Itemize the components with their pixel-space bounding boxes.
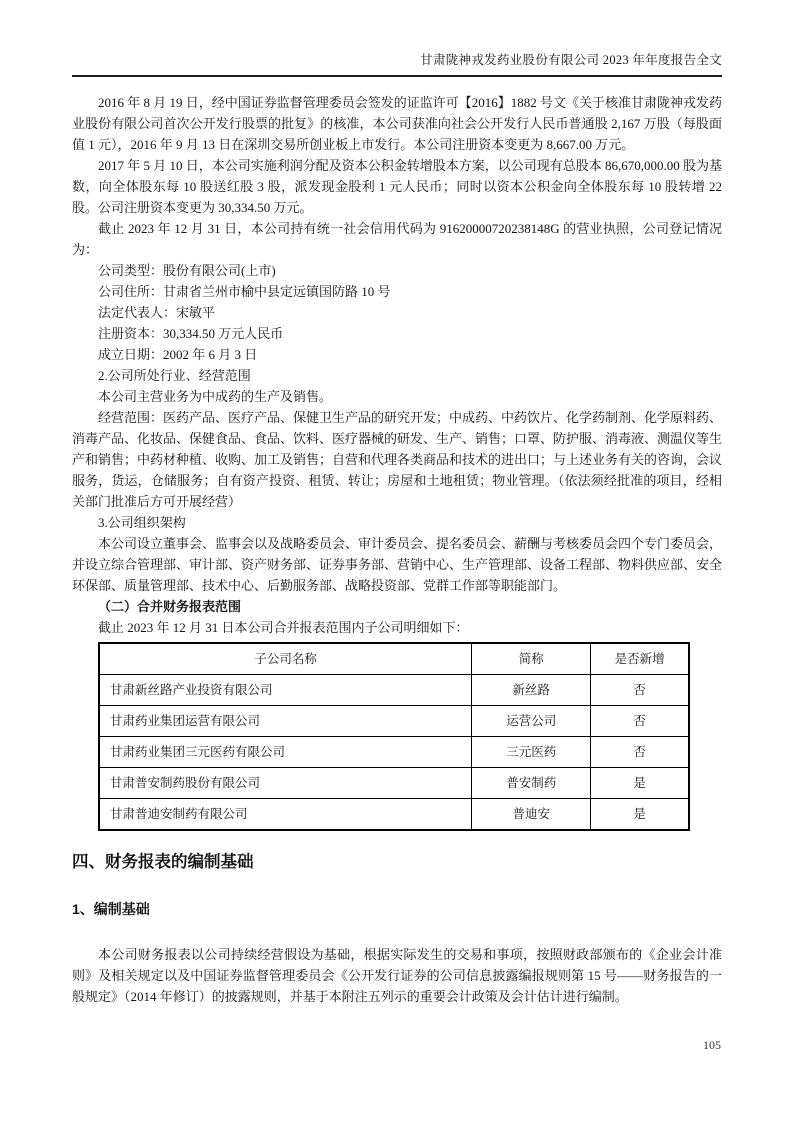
page-header <box>72 50 722 77</box>
org-structure-paragraph: 本公司设立董事会、监事会以及战略委员会、审计委员会、提名委员会、薪酬与考核委员会四个专门委员会，并设立综合管理部、审计部、资产财务部、证券事务部、营销中心、生产管理部、设备工程部、物料供应部、安全环保部、质量管理部、技术中心、后勤服务部、战略投资部、党群工作部等职能部门。 <box>72 536 723 593</box>
column-header-subsidiary-name: 子公司名称 <box>99 643 472 675</box>
is-new-cell: 否 <box>591 737 689 768</box>
registered-capital-line: 注册资本：30,334.50 万元人民币 <box>98 326 284 341</box>
subsidiary-name-cell: 甘肃普安制药股份有限公司 <box>99 768 472 799</box>
document-body <box>72 92 722 1007</box>
is-new-cell: 否 <box>591 706 689 737</box>
subsidiary-name-cell: 甘肃新丝路产业投资有限公司 <box>99 675 472 706</box>
legal-representative-line: 法定代表人：宋敏平 <box>98 305 216 320</box>
preparation-basis-paragraph: 本公司财务报表以公司持续经营假设为基础，根据实际发生的交易和事项，按照财政部颁布的《企业会计准则》及相关规定以及中国证券监督管理委员会《公开发行证券的公司信息披露编报规则第 15 号——财务报告的一般规定》（2014 年修订）的披露规则，并基于本附注五列示的重要会计政策及会计估计进行编制。 <box>72 947 722 1004</box>
company-type-line: 公司类型：股份有限公司(上市) <box>98 263 276 278</box>
table-row <box>99 675 689 706</box>
page-number: 105 <box>703 1038 721 1052</box>
column-header-is-new: 是否新增 <box>591 643 689 675</box>
short-name-cell: 三元医药 <box>472 737 591 768</box>
paragraph-ipo-history: 2016 年 8 月 19 日，经中国证券监督管理委员会签发的证监许可【2016】1882 号文《关于核准甘肃陇神戎发药业股份有限公司首次公开发行股票的批复》的核准，本公司获准向社会公开发行人民币普通股 2,167 万股（每股面值 1 元），2016 年 9 月 13 日在深圳交易所创业板上市发行。本公司注册资本变更为 8,667.00 万元。 <box>72 95 723 152</box>
subsection-one-title: 1、编制基础 <box>72 901 150 917</box>
establish-date-line: 成立日期：2002 年 6 月 3 日 <box>98 347 258 362</box>
column-header-short-name: 简称 <box>472 643 591 675</box>
industry-scope-label: 2.公司所处行业、经营范围 <box>98 368 251 383</box>
short-name-cell: 新丝路 <box>472 675 591 706</box>
subsidiary-name-cell: 甘肃普迪安制药有限公司 <box>99 799 472 831</box>
short-name-cell: 普安制药 <box>472 768 591 799</box>
page-content <box>72 0 722 1007</box>
is-new-cell: 是 <box>591 768 689 799</box>
subsidiaries-table <box>98 642 690 831</box>
is-new-cell: 是 <box>591 799 689 831</box>
paragraph-business-license: 截止 2023 年 12 月 31 日，本公司持有统一社会信用代码为 91620000720238148G 的营业执照，公司登记情况为： <box>72 221 722 257</box>
section-four-title: 四、财务报表的编制基础 <box>72 853 254 871</box>
consolidation-scope-heading: （二）合并财务报表范围 <box>98 599 242 614</box>
subsidiary-name-cell: 甘肃药业集团运营有限公司 <box>99 706 472 737</box>
company-address-line: 公司住所：甘肃省兰州市榆中县定远镇国防路 10 号 <box>98 284 391 299</box>
short-name-cell: 普迪安 <box>472 799 591 831</box>
table-row <box>99 799 689 831</box>
table-row <box>99 706 689 737</box>
table-row <box>99 737 689 768</box>
report-header-title: 甘肃陇神戎发药业股份有限公司 2023 年年度报告全文 <box>420 53 722 67</box>
paragraph-dividend-plan: 2017 年 5 月 10 日，本公司实施利润分配及资本公积金转增股本方案，以公司现有总股本 86,670,000.00 股为基数，向全体股东每 10 股送红股 3 股，派发现金股利 1 元人民币；同时以资本公积金向全体股东每 10 股转增 22 股。公司注册资本变更为 30,334.50 万元。 <box>72 158 723 215</box>
consolidation-intro-line: 截止 2023 年 12 月 31 日本公司合并报表范围内子公司明细如下： <box>98 620 469 635</box>
subsidiary-name-cell: 甘肃药业集团三元医药有限公司 <box>99 737 472 768</box>
main-business-line: 本公司主营业务为中成药的生产及销售。 <box>98 389 333 404</box>
table-header-row <box>99 643 689 675</box>
short-name-cell: 运营公司 <box>472 706 591 737</box>
table-row <box>99 768 689 799</box>
org-structure-label: 3.公司组织架构 <box>98 515 186 530</box>
business-scope-paragraph: 经营范围：医药产品、医疗产品、保健卫生产品的研究开发；中成药、中药饮片、化学药制剂、化学原料药、消毒产品、化妆品、保健食品、食品、饮料、医疗器械的研发、生产、销售；口罩、防护服、消毒液、测温仪等生产和销售；中药材种植、收购、加工及销售；自营和代理各类商品和技术的进出口；与上述业务有关的咨询，会议服务，货运，仓储服务；自有资产投资、租赁、转让；房屋和土地租赁；物业管理。（依法须经批准的项目，经相关部门批准后方可开展经营） <box>72 410 723 509</box>
is-new-cell: 否 <box>591 675 689 706</box>
